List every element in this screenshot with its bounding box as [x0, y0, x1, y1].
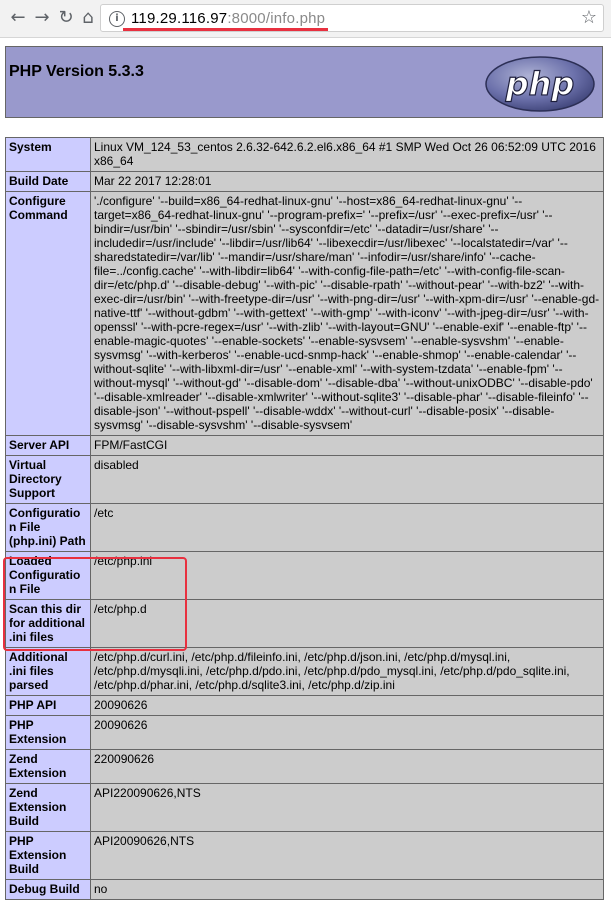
- browser-toolbar: [0, 0, 611, 38]
- table-row: [6, 172, 604, 192]
- row-value: API220090626,NTS: [91, 784, 604, 832]
- reload-icon[interactable]: ↻: [58, 7, 74, 28]
- info-icon[interactable]: i: [109, 11, 125, 27]
- row-key: PHP Extension: [6, 716, 91, 750]
- home-icon[interactable]: ⌂: [82, 7, 94, 28]
- row-value: /etc/php.d: [91, 600, 604, 648]
- url-path: :8000/info.php: [227, 10, 326, 27]
- row-key: Configuration File (php.ini) Path: [6, 504, 91, 552]
- php-logo: [484, 55, 596, 113]
- php-logo-text: php: [505, 65, 575, 103]
- table-row: [6, 504, 604, 552]
- row-key: Virtual Directory Support: [6, 456, 91, 504]
- row-value: Linux VM_124_53_centos 2.6.32-642.6.2.el6.x86_64 #1 SMP Wed Oct 26 06:52:09 UTC 2016 x86_64: [91, 138, 604, 172]
- table-row: [6, 192, 604, 436]
- row-value: API20090626,NTS: [91, 832, 604, 880]
- url-annotation-underline: [123, 28, 328, 31]
- table-row: [6, 436, 604, 456]
- row-key: Zend Extension Build: [6, 784, 91, 832]
- row-key: Debug Build: [6, 880, 91, 900]
- table-row: [6, 648, 604, 696]
- row-value: /etc: [91, 504, 604, 552]
- row-value: /etc/php.d/curl.ini, /etc/php.d/fileinfo.ini, /etc/php.d/json.ini, /etc/php.d/mysql.ini, /etc/php.d/mysqli.ini, /etc/php.d/pdo.ini, /etc/php.d/pdo_mysql.ini, /etc/php.d/pdo_sqlite.ini, /etc/php.d/phar.ini, /etc/php.d/sqlite3.ini, /etc/php.d/zip.ini: [91, 648, 604, 696]
- table-row: [6, 784, 604, 832]
- table-row: [6, 600, 604, 648]
- table-row: [6, 716, 604, 750]
- table-row: [6, 832, 604, 880]
- table-row: [6, 750, 604, 784]
- row-value: 220090626: [91, 750, 604, 784]
- row-value: Mar 22 2017 12:28:01: [91, 172, 604, 192]
- row-value: FPM/FastCGI: [91, 436, 604, 456]
- row-key: Server API: [6, 436, 91, 456]
- url-host: 119.29.116.97: [131, 10, 228, 27]
- row-key: Loaded Configuration File: [6, 552, 91, 600]
- row-value: 20090626: [91, 696, 604, 716]
- table-row: [6, 138, 604, 172]
- row-value: 20090626: [91, 716, 604, 750]
- row-key: Zend Extension: [6, 750, 91, 784]
- row-key: PHP API: [6, 696, 91, 716]
- forward-arrow-icon[interactable]: →: [34, 7, 50, 28]
- row-key: Additional .ini files parsed: [6, 648, 91, 696]
- php-header: [5, 46, 603, 118]
- table-row: [6, 880, 604, 900]
- page-title: PHP Version 5.3.3: [9, 63, 144, 80]
- table-row: [6, 456, 604, 504]
- row-value: no: [91, 880, 604, 900]
- row-key: Configure Command: [6, 192, 91, 436]
- table-row: [6, 552, 604, 600]
- table-row: [6, 696, 604, 716]
- php-info-table: [5, 137, 604, 900]
- row-key: Build Date: [6, 172, 91, 192]
- star-icon[interactable]: ☆: [580, 7, 597, 28]
- row-key: PHP Extension Build: [6, 832, 91, 880]
- back-arrow-icon[interactable]: ←: [10, 7, 26, 28]
- row-value: './configure' '--build=x86_64-redhat-linux-gnu' '--host=x86_64-redhat-linux-gnu' '--target=x86_64-redhat-linux-gnu' '--program-prefix=' '--prefix=/usr' '--exec-prefix=/usr' '--bindir=/usr/bin' '--sbindir=/usr/sbin' '--sysconfdir=/etc' '--datadir=/usr/share' '--includedir=/usr/include' '--libdir=/usr/lib64' '--libexecdir=/usr/libexec' '--localstatedir=/var' '--sharedstatedir=/var/lib' '--mandir=/usr/share/man' '--infodir=/usr/share/info' '--cache-file=../config.cache' '--with-libdir=lib64' '--with-config-file-path=/etc' '--with-config-file-scan-dir=/etc/php.d' '--disable-debug' '--with-pic' '--disable-rpath' '--without-pear' '--with-bz2' '--with-exec-dir=/usr/bin' '--with-freetype-dir=/usr' '--with-png-dir=/usr' '--with-xpm-dir=/usr' '--enable-gd-native-ttf' '--without-gdbm' '--with-gettext' '--with-gmp' '--with-iconv' '--with-jpeg-dir=/usr' '--with-openssl' '--with-pcre-regex=/usr' '--with-zlib' '--with-layout=GNU' '--enable-exif' '--enable-ftp' '--enable-magic-quotes' '--enable-sockets' '--enable-sysvsem' '--enable-sysvshm' '--enable-sysvmsg' '--with-kerberos' '--enable-ucd-snmp-hack' '--enable-shmop' '--enable-calendar' '--without-sqlite' '--with-libxml-dir=/usr' '--enable-xml' '--with-system-tzdata' '--enable-fpm' '--without-mysql' '--without-gd' '--disable-dom' '--disable-dba' '--without-unixODBC' '--disable-pdo' '--disable-xmlreader' '--disable-xmlwriter' '--without-sqlite3' '--disable-phar' '--disable-fileinfo' '--disable-json' '--without-pspell' '--disable-wddx' '--without-curl' '--disable-posix' '--disable-sysvmsg' '--disable-sysvshm' '--disable-sysvsem': [91, 192, 604, 436]
- row-value: disabled: [91, 456, 604, 504]
- row-key: System: [6, 138, 91, 172]
- row-value: /etc/php.ini: [91, 552, 604, 600]
- row-key: Scan this dir for additional .ini files: [6, 600, 91, 648]
- url-text[interactable]: [131, 10, 325, 27]
